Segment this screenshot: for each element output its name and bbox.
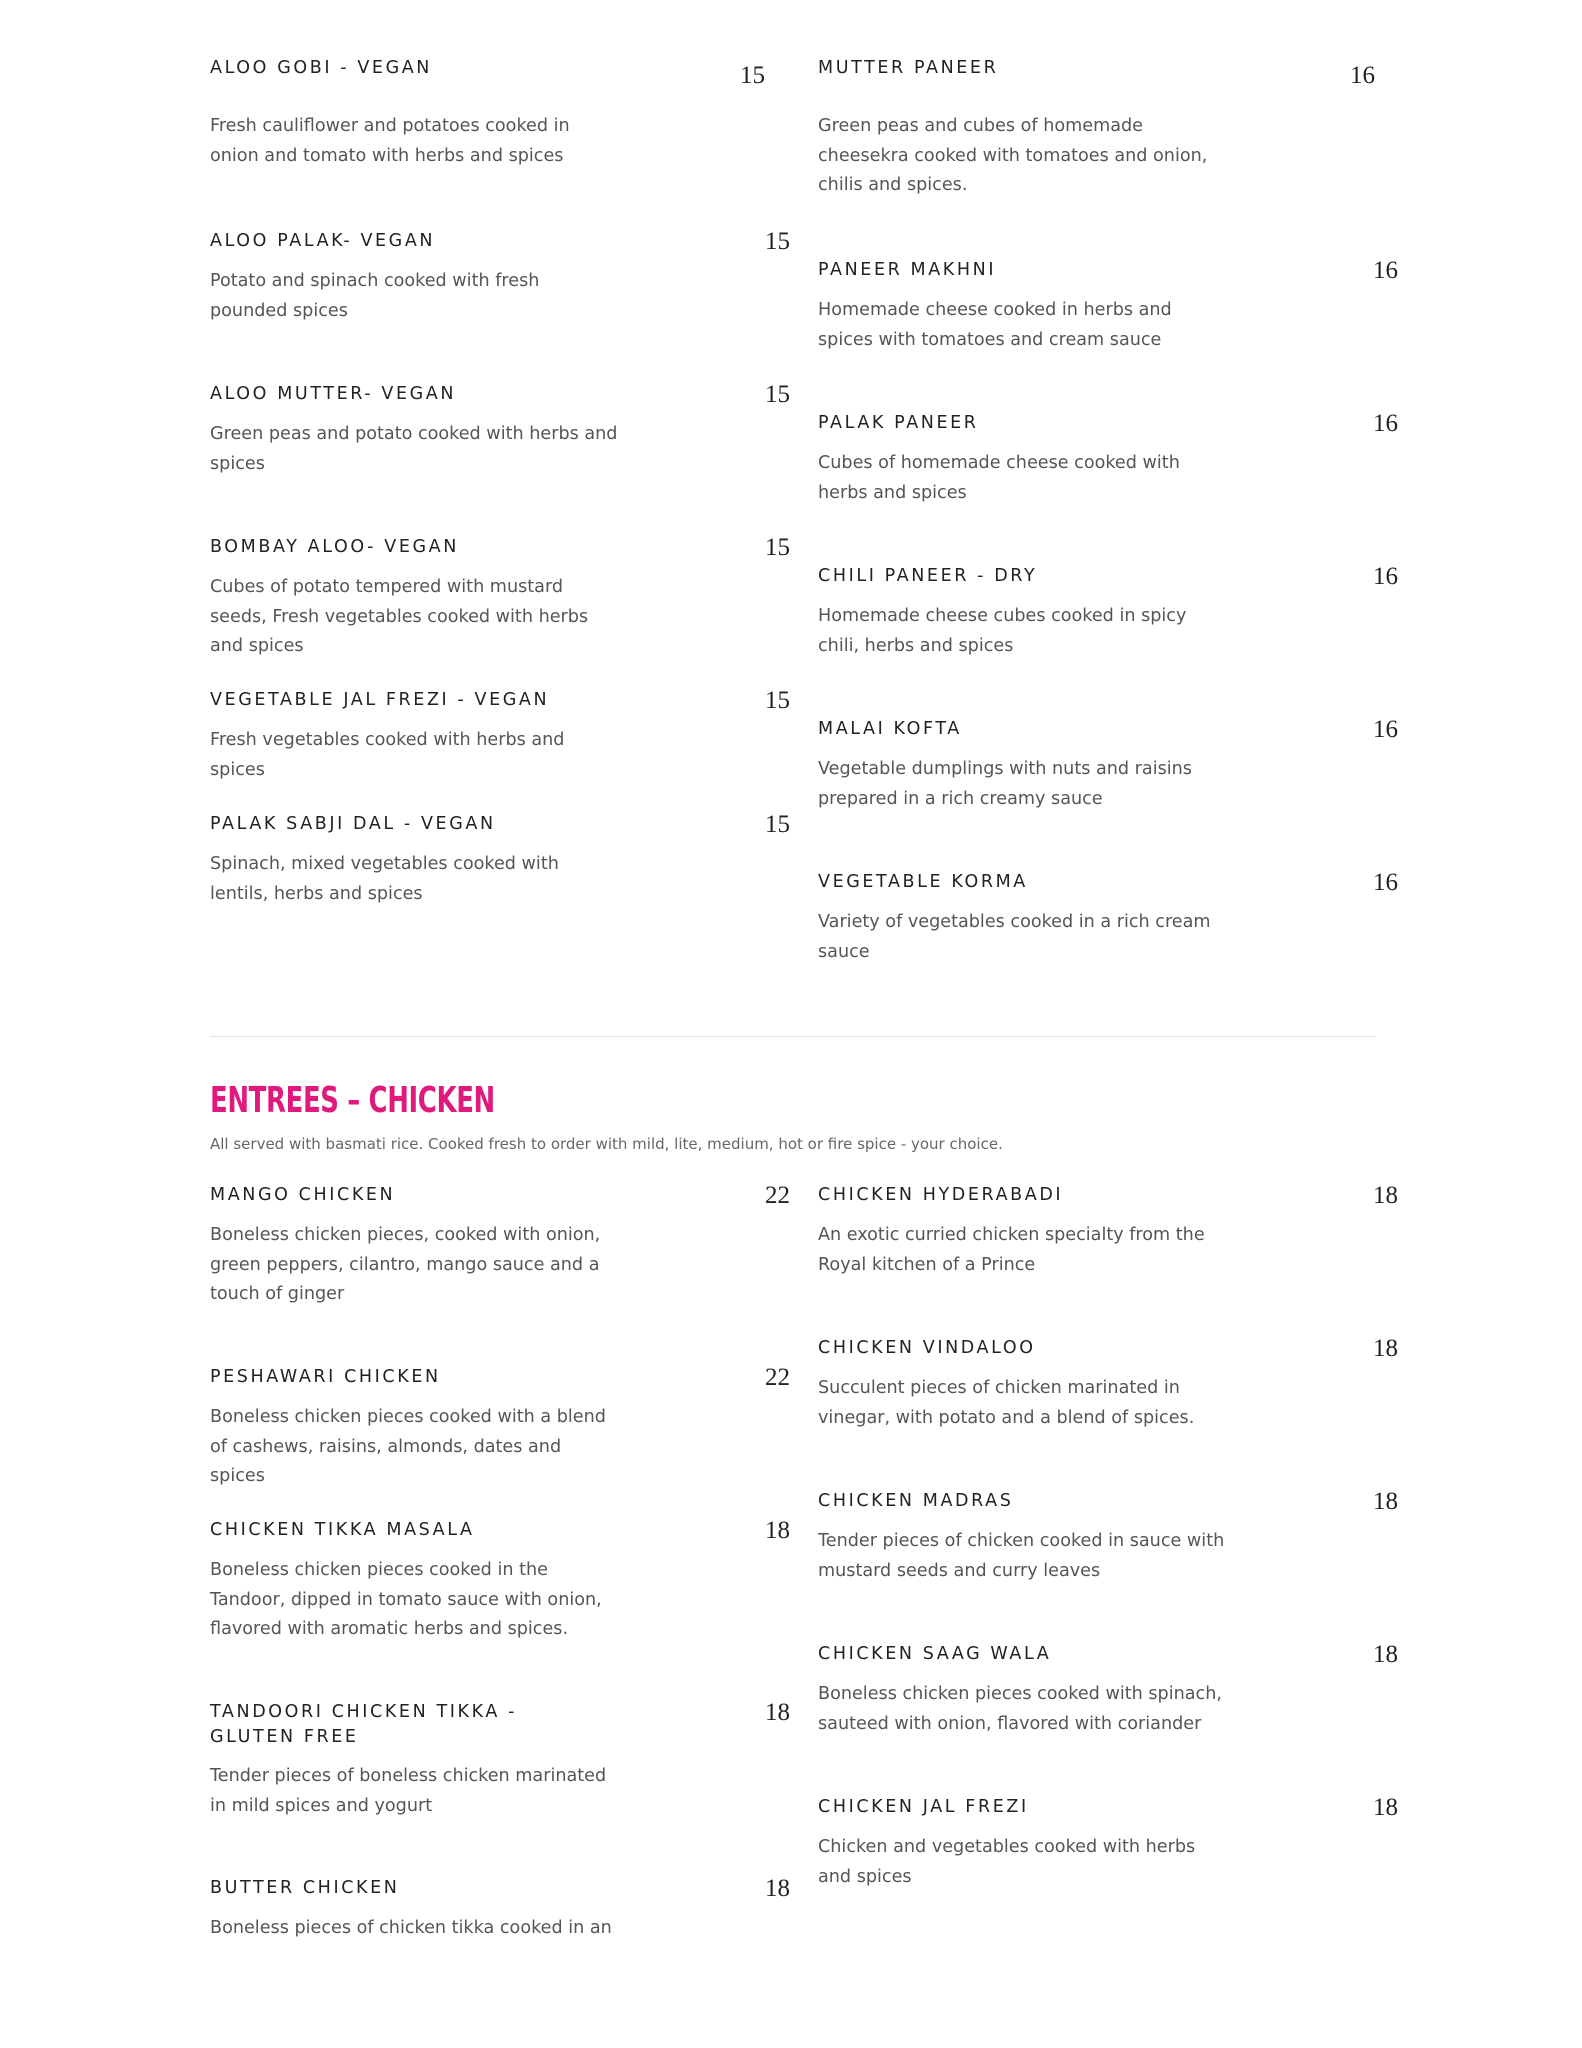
menu-item-description: Boneless pieces of chicken tikka cooked in an	[210, 1918, 612, 1938]
menu-item-name: CHICKEN TIKKA MASALA	[210, 1520, 475, 1540]
menu-item-description: Fresh cauliflower and potatoes cooked in onion and tomato with herbs and spices	[210, 116, 570, 166]
partial-item-price-right: 16	[1350, 62, 1375, 89]
menu-item-name: CHICKEN JAL FREZI	[818, 1797, 1029, 1817]
menu-item-price: 22	[765, 1182, 790, 1209]
menu-item-description: Homemade cheese cubes cooked in spicy chili, herbs and spices	[818, 606, 1187, 656]
partial-item-name-right: MUTTER PANEER	[818, 58, 999, 78]
menu-item-price: 18	[1373, 1488, 1398, 1515]
section-title: ENTREES – CHICKEN	[210, 1080, 495, 1121]
menu-item-name: CHICKEN MADRAS	[818, 1491, 1014, 1511]
menu-item-price: 16	[1373, 716, 1398, 743]
menu-item-price: 16	[1373, 257, 1398, 284]
menu-item-description: Vegetable dumplings with nuts and raisins prepared in a rich creamy sauce	[818, 759, 1192, 809]
menu-item-description: Tender pieces of boneless chicken marinated in mild spices and yogurt	[210, 1766, 607, 1816]
menu-item-name: MANGO CHICKEN	[210, 1185, 396, 1205]
menu-item-price: 15	[765, 534, 790, 561]
menu-item-description: Fresh vegetables cooked with herbs and spices	[210, 730, 565, 780]
menu-item-price: 18	[1373, 1794, 1398, 1821]
menu-item-price: 16	[1373, 563, 1398, 590]
menu-item-name: PESHAWARI CHICKEN	[210, 1367, 441, 1387]
menu-item-description: Tender pieces of chicken cooked in sauce with mustard seeds and curry leaves	[818, 1531, 1225, 1581]
menu-item-price: 15	[765, 687, 790, 714]
menu-item-price: 16	[1373, 410, 1398, 437]
section-subtitle: All served with basmati rice. Cooked fresh to order with mild, lite, medium, hot or fire spice - your choice.	[210, 1135, 1003, 1153]
menu-item-price: 15	[765, 381, 790, 408]
menu-item-price: 18	[765, 1875, 790, 1902]
menu-item-name: VEGETABLE JAL FREZI - VEGAN	[210, 690, 550, 710]
menu-item-name: CHICKEN SAAG WALA	[818, 1644, 1052, 1664]
menu-item-description: Variety of vegetables cooked in a rich cream sauce	[818, 912, 1211, 962]
menu-item-name: VEGETABLE KORMA	[818, 872, 1028, 892]
menu-item-name: CHILI PANEER - DRY	[818, 566, 1038, 586]
menu-item-name: TANDOORI CHICKEN TIKKA - GLUTEN FREE	[210, 1702, 517, 1747]
page-bottom-margin	[0, 1958, 1582, 2048]
menu-item-description: Cubes of homemade cheese cooked with herbs and spices	[818, 453, 1180, 503]
menu-item-price: 18	[765, 1517, 790, 1544]
menu-item-description: Green peas and potato cooked with herbs and spices	[210, 424, 618, 474]
menu-item-price: 15	[765, 811, 790, 838]
menu-item-name: CHICKEN HYDERABADI	[818, 1185, 1064, 1205]
menu-item-name: PALAK PANEER	[818, 413, 979, 433]
menu-item-description: Green peas and cubes of homemade cheesekra cooked with tomatoes and onion, chilis and spices.	[818, 116, 1208, 195]
menu-item-name: BUTTER CHICKEN	[210, 1878, 400, 1898]
menu-item-description: Homemade cheese cooked in herbs and spices with tomatoes and cream sauce	[818, 300, 1172, 350]
menu-item-description: Spinach, mixed vegetables cooked with lentils, herbs and spices	[210, 854, 559, 904]
menu-item-name: BOMBAY ALOO- VEGAN	[210, 537, 459, 557]
menu-item-price: 16	[1373, 869, 1398, 896]
menu-item-price: 18	[1373, 1641, 1398, 1668]
menu-item-price: 15	[765, 228, 790, 255]
menu-item-price: 18	[765, 1699, 790, 1726]
menu-item-price: 18	[1373, 1335, 1398, 1362]
menu-item-name: ALOO PALAK- VEGAN	[210, 231, 436, 251]
menu-item-description: Boneless chicken pieces cooked in the Tandoor, dipped in tomato sauce with onion, flavored with aromatic herbs and spices.	[210, 1560, 602, 1639]
partial-item-name-left: ALOO GOBI - VEGAN	[210, 58, 433, 78]
menu-item-description: Succulent pieces of chicken marinated in vinegar, with potato and a blend of spices.	[818, 1378, 1195, 1428]
menu-item-description: Cubes of potato tempered with mustard seeds, Fresh vegetables cooked with herbs and spices	[210, 577, 589, 656]
menu-item-name: PANEER MAKHNI	[818, 260, 997, 280]
menu-item-description: Chicken and vegetables cooked with herbs and spices	[818, 1837, 1196, 1887]
menu-item-description: Boneless chicken pieces cooked with a blend of cashews, raisins, almonds, dates and spices	[210, 1407, 606, 1486]
section-divider	[210, 1036, 1376, 1037]
menu-item-description: Boneless chicken pieces, cooked with onion, green peppers, cilantro, mango sauce and a touch of ginger	[210, 1225, 601, 1304]
menu-item-price: 22	[765, 1364, 790, 1391]
menu-item-description: Potato and spinach cooked with fresh pounded spices	[210, 271, 540, 321]
menu-item-name: ALOO MUTTER- VEGAN	[210, 384, 457, 404]
menu-item-name: CHICKEN VINDALOO	[818, 1338, 1036, 1358]
menu-item-description: Boneless chicken pieces cooked with spinach, sauteed with onion, flavored with coriander	[818, 1684, 1222, 1734]
menu-item-price: 18	[1373, 1182, 1398, 1209]
menu-item-description: An exotic curried chicken specialty from the Royal kitchen of a Prince	[818, 1225, 1205, 1275]
partial-item-price-left: 15	[740, 62, 765, 89]
menu-item-name: MALAI KOFTA	[818, 719, 962, 739]
menu-item-name: PALAK SABJI DAL - VEGAN	[210, 814, 496, 834]
